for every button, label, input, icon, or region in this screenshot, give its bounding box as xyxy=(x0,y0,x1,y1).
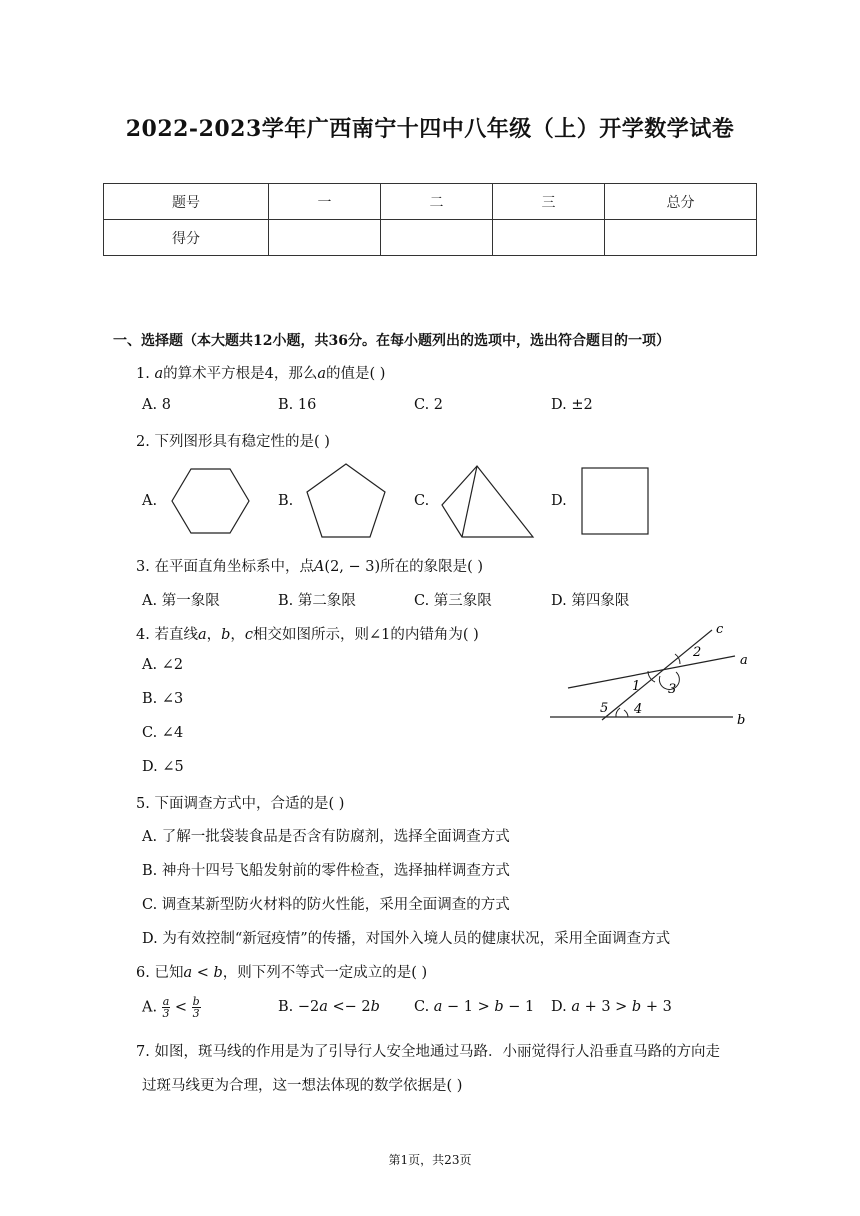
q2-option-a: A. xyxy=(142,493,158,509)
q2-option-b: B. xyxy=(278,493,294,509)
fraction-a-over-3: $\frac{a}{3}$ xyxy=(162,995,170,1020)
question-6-stem: 6. 已知𝑎 < 𝑏，则下列不等式一定成立的是( ) xyxy=(136,965,428,981)
q1-option-b: B. 16 xyxy=(278,397,317,413)
q5-option-b: B. 神舟十四号飞船发射前的零件检查，选择抽样调查方式 xyxy=(142,863,510,879)
question-5-stem: 5. 下面调查方式中，合适的是( ) xyxy=(136,796,345,812)
table-header-cell: 总分 xyxy=(605,184,757,220)
angle-5-label: 5 xyxy=(600,701,609,716)
angle-1-label: 1 xyxy=(632,679,641,694)
question-4-stem: 4. 若直线𝑎，𝑏，𝑐相交如图所示，则∠1的内错角为( ) xyxy=(136,627,479,643)
table-row-label: 得分 xyxy=(104,220,269,256)
q3-option-d: D. 第四象限 xyxy=(551,593,630,609)
q2-option-c: C. xyxy=(414,493,430,509)
q4-option-c: C. ∠4 xyxy=(142,725,184,741)
q4-option-a: A. ∠2 xyxy=(142,657,184,673)
q6-option-b: B. −2𝑎 <− 2𝑏 xyxy=(278,999,380,1015)
q6-option-d: D. 𝑎 + 3 > 𝑏 + 3 xyxy=(551,999,672,1015)
q6-option-a-label: A. xyxy=(142,999,158,1016)
line-a xyxy=(568,656,735,688)
q6-option-a xyxy=(142,996,201,1019)
fraction-b-over-3: $\frac{b}{3}$ xyxy=(192,995,200,1020)
question-1-stem: 1. 𝑎的算术平方根是4，那么𝑎的值是( ) xyxy=(136,366,386,382)
q1-option-c: C. 2 xyxy=(414,397,444,413)
angle-2-label: 2 xyxy=(693,645,702,660)
q2-option-d: D. xyxy=(551,493,567,509)
page-footer: 第1页，共23页 xyxy=(388,1153,472,1167)
q3-option-c: C. 第三象限 xyxy=(414,593,492,609)
question-7-stem-line1: 7. 如图，斑马线的作用是为了引导行人安全地通过马路．小丽觉得行人沿垂直马路的方向走 xyxy=(136,1044,720,1060)
label-b: b xyxy=(737,713,746,728)
q1-option-a: A. 8 xyxy=(142,397,171,413)
question-2-stem: 2. 下列图形具有稳定性的是( ) xyxy=(136,434,330,450)
q4-option-b: B. ∠3 xyxy=(142,691,184,707)
q3-option-b: B. 第二象限 xyxy=(278,593,356,609)
table-header-cell: 题号 xyxy=(104,184,269,220)
q3-option-a: A. 第一象限 xyxy=(142,593,220,609)
question-7-stem-line2: 过斑马线更为合理，这一想法体现的数学依据是( ) xyxy=(142,1078,463,1094)
line-c xyxy=(602,630,712,720)
label-c: c xyxy=(716,622,724,637)
q1-option-d: D. ±2 xyxy=(551,397,593,413)
page-title: 2022-2023学年广西南宁十四中八年级（上）开学数学试卷 xyxy=(125,116,735,142)
table-header-cell: 三 xyxy=(493,184,605,220)
angle-3-label: 3 xyxy=(668,682,677,697)
less-than-sign: < xyxy=(174,999,188,1016)
q6-option-c: C. 𝑎 − 1 > 𝑏 − 1 xyxy=(414,999,535,1015)
table-header-cell: 二 xyxy=(381,184,493,220)
question-3-stem: 3. 在平面直角坐标系中，点𝐴(2, − 3)所在的象限是( ) xyxy=(136,559,484,575)
q4-option-d: D. ∠5 xyxy=(142,759,184,775)
label-a: a xyxy=(740,653,748,668)
q5-option-c: C. 调查某新型防火材料的防火性能，采用全面调查的方式 xyxy=(142,897,510,913)
q5-option-d: D. 为有效控制“新冠疫情”的传播，对国外入境人员的健康状况，采用全面调查方式 xyxy=(142,931,671,947)
section-heading: 一、选择题（本大题共12小题，共36分。在每小题列出的选项中，选出符合题目的一项） xyxy=(113,333,670,349)
angle-4-label: 4 xyxy=(634,702,643,717)
table-header-cell: 一 xyxy=(269,184,381,220)
q5-option-a: A. 了解一批袋装食品是否含有防腐剂，选择全面调查方式 xyxy=(142,829,510,845)
